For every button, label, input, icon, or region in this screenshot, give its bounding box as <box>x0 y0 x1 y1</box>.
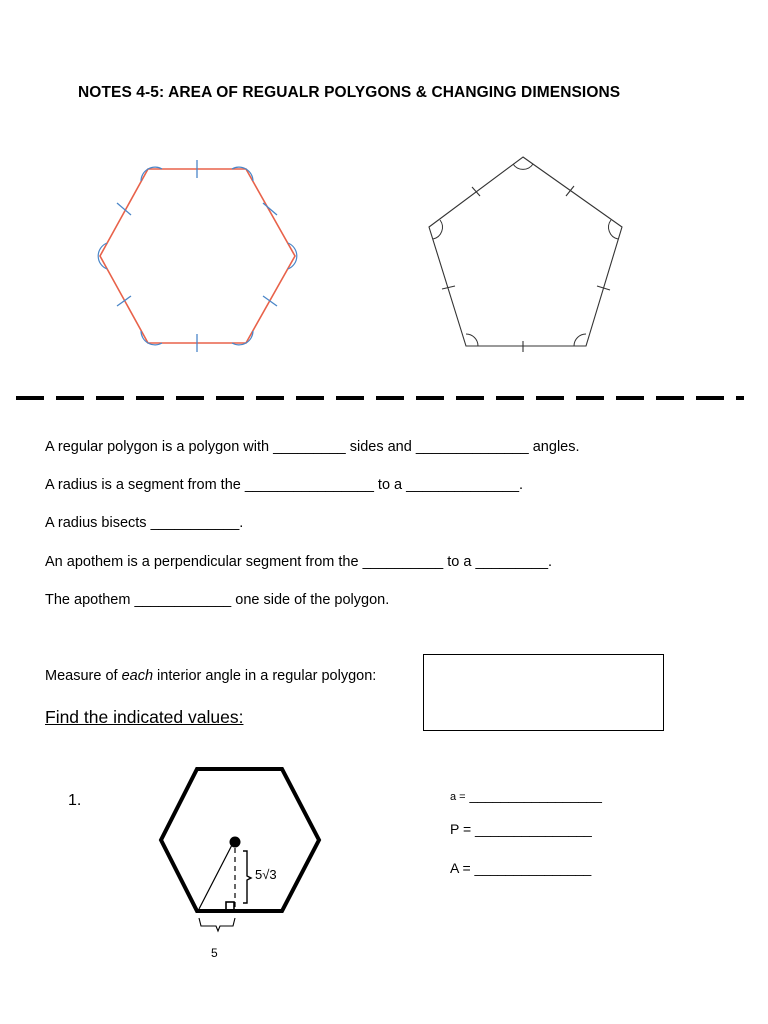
section-heading: Find the indicated values: <box>45 707 244 727</box>
hexagon-outline <box>100 169 295 343</box>
interior-angle-emphasis: each <box>121 668 154 684</box>
half-side-brace <box>199 918 235 931</box>
regular-pentagon-figure <box>429 157 622 352</box>
interior-angle-prompt <box>45 668 376 684</box>
regular-hexagon-figure <box>98 160 297 352</box>
answer-area-label: A = <box>450 860 471 876</box>
pentagon-outline <box>429 157 622 346</box>
definition-apothem-property: The apothem ____________ one side of the polygon. <box>45 592 390 608</box>
answer-perimeter-label: P = <box>450 821 472 837</box>
definition-radius: A radius is a segment from the ________________ to a ______________. <box>45 477 524 493</box>
answer-apothem-blank[interactable]: _________________ <box>469 787 602 803</box>
hexagon-angle-arcs <box>98 167 297 345</box>
radius-segment <box>199 843 233 909</box>
interior-angle-answer-box[interactable] <box>423 654 664 731</box>
definition-regular-polygon: A regular polygon is a polygon with _________ sides and ______________ angles. <box>45 439 580 455</box>
hexagon-tick-marks <box>117 160 277 352</box>
apothem-label: 5√3 <box>255 867 277 882</box>
answer-area <box>450 860 591 876</box>
interior-angle-suffix: interior angle in a regular polygon: <box>153 668 377 684</box>
answer-perimeter-blank[interactable]: _______________ <box>475 821 592 837</box>
pentagon-angle-arcs <box>433 164 618 346</box>
problem-hexagon-figure <box>161 769 319 931</box>
answer-apothem <box>450 787 602 803</box>
answer-perimeter <box>450 821 592 837</box>
right-angle-marker <box>226 902 234 910</box>
answer-area-blank[interactable]: _______________ <box>474 860 592 876</box>
apothem-brace <box>243 851 251 903</box>
definition-radius-bisects: A radius bisects ___________. <box>45 515 244 531</box>
definition-apothem: An apothem is a perpendicular segment from the __________ to a _________. <box>45 554 553 570</box>
answer-apothem-label: a = <box>450 791 466 803</box>
half-side-label: 5 <box>211 946 218 960</box>
pentagon-tick-marks <box>442 186 610 352</box>
problem-number: 1. <box>68 792 82 809</box>
page-title: NOTES 4-5: AREA OF REGUALR POLYGONS & CHANGING DIMENSIONS <box>78 84 621 101</box>
interior-angle-prefix: Measure of <box>45 668 122 684</box>
